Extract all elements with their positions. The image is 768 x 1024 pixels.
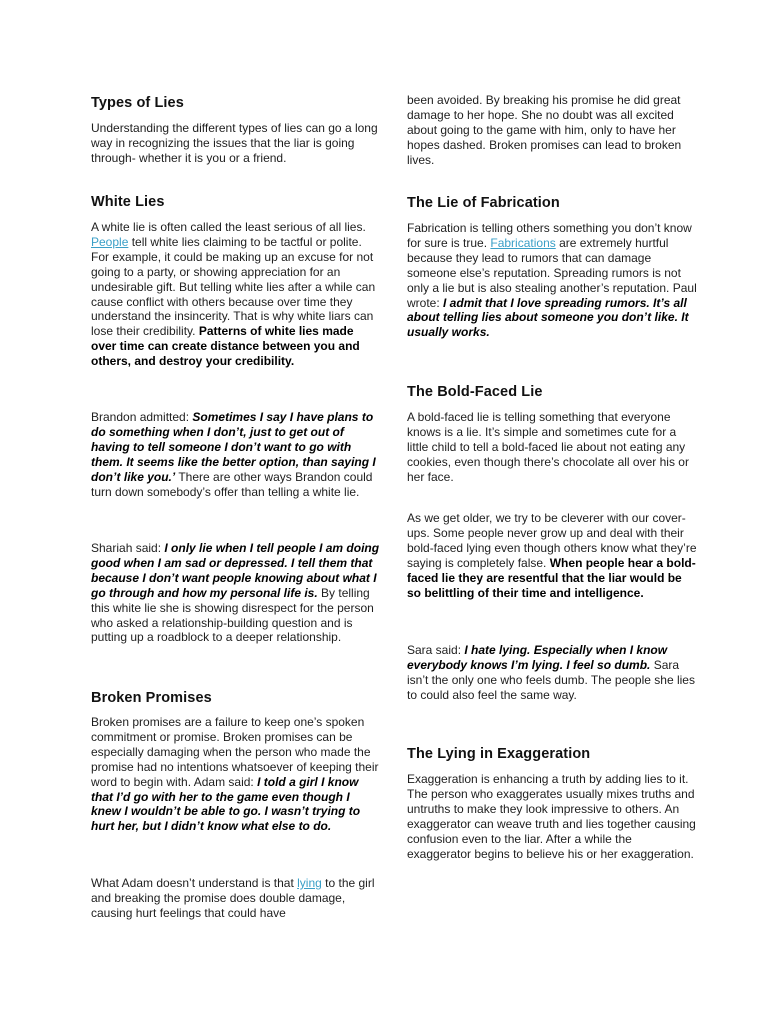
- shariah-paragraph: [91, 541, 381, 645]
- adam-text: What Adam doesn’t understand is that: [91, 876, 298, 890]
- broken-paragraph-block: [91, 715, 381, 834]
- exaggeration-paragraph-block: [407, 772, 697, 861]
- section-fabrication: [407, 194, 697, 212]
- heading-fabrication: The Lie of Fabrication: [407, 195, 560, 211]
- heading-bold-faced: The Bold-Faced Lie: [407, 384, 543, 400]
- white-lies-text: A white lie is often called the least serious of all lies.: [91, 220, 366, 234]
- white-lies-text-2: tell white lies claiming to be tactful or polite. For example, it could be making up an excuse for not going to a party, or showing appreciation for an undesirable gift. But telling white lies after a while can cause conflict with others because over time they understand the insincerity. That is why white liars can lose their credibility.: [91, 234, 376, 339]
- adam-paragraph-block: [91, 876, 381, 921]
- cover-ups-paragraph: [407, 511, 697, 600]
- broken-paragraph: [91, 715, 381, 834]
- white-lies-bold: Patterns of white lies made over time can create distance between you and others, and destroy your credibility.: [91, 324, 360, 369]
- heading-exaggeration: The Lying in Exaggeration: [407, 746, 591, 762]
- exaggeration-paragraph: Exaggeration is enhancing a truth by adding lies to it. The person who exaggerates usually mixes truths and untruths to make they look impressive to others. An exaggerator can weave truth and lies together causing confusion even to the liar. After a while the exaggerator begins to believe his or her exaggeration.: [407, 772, 696, 861]
- cover-ups-paragraph-block: [407, 511, 697, 600]
- sara-text: Sara isn’t the only one who feels dumb. The people she lies to could also feel the same way.: [407, 657, 695, 702]
- brandon-text: There are other ways Brandon could turn down somebody’s offer than telling a white lie.: [91, 469, 373, 499]
- adam-paragraph: [91, 876, 381, 921]
- fabrications-link[interactable]: Fabrications: [490, 235, 556, 250]
- brandon-paragraph: [91, 410, 381, 499]
- brandon-intro: Brandon admitted:: [91, 410, 193, 424]
- brandon-quote: Sometimes I say I have plans to do something when I don’t, just to get out of having to tell someone I don’t want to go with them. It seems like the better option, than saying I don’t like you.’: [91, 410, 376, 484]
- sara-quote: I hate lying. Especially when I know everybody knows I’m lying. I feel so dumb.: [407, 643, 668, 672]
- section-types-of-lies: [91, 94, 381, 112]
- sara-intro: Sara said:: [407, 643, 465, 657]
- types-body: Understanding the different types of lies can go a long way in recognizing the issues that the liar is going through- whether it is you or a friend.: [91, 121, 378, 165]
- sara-paragraph: [407, 643, 697, 703]
- bold-faced-paragraph: A bold-faced lie is telling something that everyone knows is a lie. It’s simple and sometimes cute for a little child to tell a bold-faced lie about not eating any cookies, even though there’s chocolate all over his or her face.: [407, 410, 689, 484]
- broken-text: Broken promises are a failure to keep one’s spoken commitment or promise. Broken promises can be especially damaging when the person who made the promise had no intentions whatsoever of keeping their word to begin with. Adam said:: [91, 715, 379, 789]
- adam-quote: I told a girl I know that I’d go with her to the game even though I knew I wouldn’t be able to go. I wasn’t trying to hurt her, but I didn’t know what else to do.: [91, 774, 361, 834]
- sara-paragraph-block: [407, 643, 697, 703]
- fabrication-paragraph-block: [407, 221, 697, 340]
- shariah-paragraph-block: [91, 541, 381, 645]
- heading-white-lies: White Lies: [91, 194, 165, 210]
- continuation-paragraph-block: [407, 93, 697, 168]
- people-link[interactable]: People: [91, 234, 129, 249]
- shariah-text: By telling this white lie she is showing disrespect for the person who asked a relationship-building question and is putting up a roadblock to a deeper relationship.: [91, 585, 374, 645]
- fabrication-text: Fabrication is telling others something you don’t know for sure is true.: [407, 221, 692, 250]
- paul-quote: I admit that I love spreading rumors. It’s all about telling lies about someone you don’t like. It usually works.: [407, 295, 689, 340]
- white-lies-paragraph: [91, 220, 381, 369]
- continuation-paragraph: been avoided. By breaking his promise he did great damage to her hope. She no doubt was all excited about going to the game with him, only to have her hopes dashed. Broken promises can lead to broken lives.: [407, 93, 682, 167]
- section-exaggeration: [407, 745, 697, 763]
- heading-broken-promises: Broken Promises: [91, 690, 212, 706]
- types-body-block: [91, 121, 381, 166]
- cover-ups-text: As we get older, we try to be cleverer with our cover-ups. Some people never grow up and deal with their bold-faced lying even though others know what they’re saying is completely false.: [407, 511, 697, 570]
- shariah-intro: Shariah said:: [91, 541, 165, 555]
- section-broken-promises: [91, 689, 381, 707]
- shariah-quote: I only lie when I tell people I am doing good when I am sad or depressed. I tell them that because I don’t want people knowing about what I go through and how my personal life is.: [91, 541, 380, 600]
- cover-ups-bold: When people hear a bold-faced lie they are resentful that the liar would be so belittling of their time and intelligence.: [407, 555, 696, 600]
- fabrication-text-2: are extremely hurtful because they lead to rumors that can damage someone else’s reputation. Spreading rumors is not only a lie but is also stealing another’s reputation. Paul wrote:: [407, 235, 697, 310]
- fabrication-paragraph: [407, 221, 697, 340]
- section-white-lies: [91, 193, 381, 211]
- lying-link[interactable]: lying: [297, 876, 322, 890]
- heading-types-of-lies: Types of Lies: [91, 95, 184, 111]
- adam-text-2: to the girl and breaking the promise does double damage, causing hurt feelings that could have: [91, 876, 375, 920]
- brandon-paragraph-block: [91, 410, 381, 499]
- bold-faced-paragraph-block: [407, 410, 697, 485]
- section-bold-faced: [407, 383, 697, 401]
- white-lies-paragraph-block: [91, 220, 381, 369]
